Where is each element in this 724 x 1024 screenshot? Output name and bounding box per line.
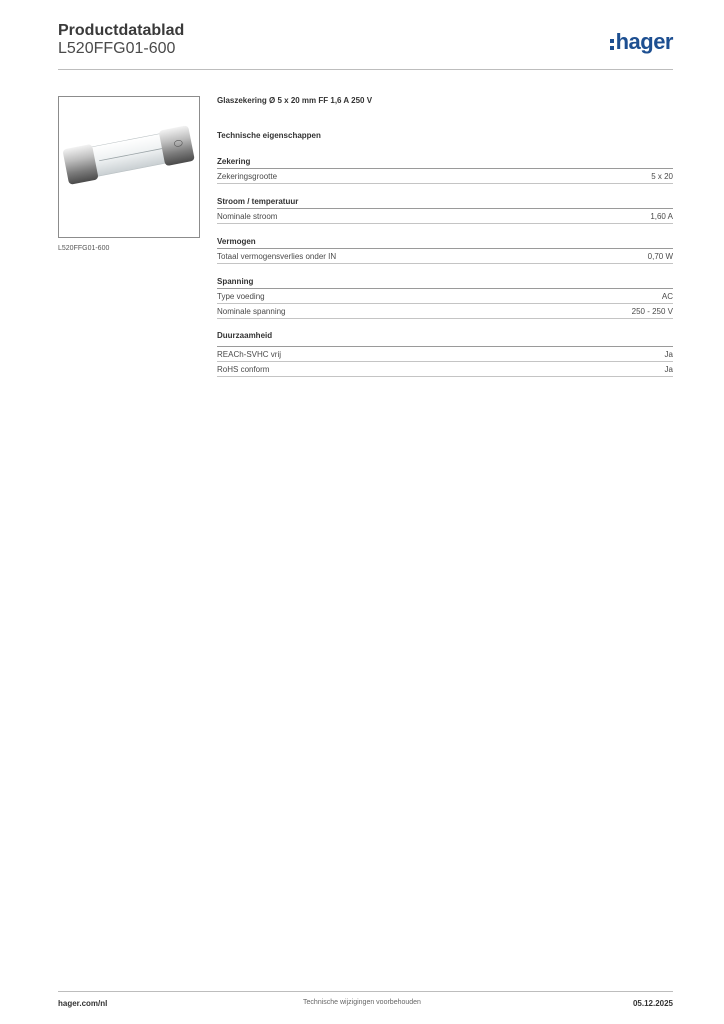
footer-divider [58, 991, 673, 992]
group-title: Stroom / temperatuur [217, 197, 673, 209]
group-zekering [217, 157, 673, 184]
page-header [58, 20, 673, 68]
document-title: Productdatablad [58, 22, 185, 39]
group-title: Vermogen [217, 237, 673, 249]
hager-logo [610, 26, 673, 58]
group-title: Duurzaamheid [217, 331, 673, 347]
group-vermogen [217, 237, 673, 264]
image-caption: L520FFG01-600 [58, 245, 110, 252]
footer-website-link[interactable]: hager.com/nl [58, 999, 108, 1008]
row-label: Nominale stroom [217, 211, 278, 221]
row-value: 250 - 250 V [631, 306, 673, 316]
row-value: AC [661, 291, 673, 301]
row-value: 1,60 A [650, 211, 673, 221]
logo-dots-icon [610, 39, 614, 50]
row-label: Nominale spanning [217, 306, 286, 316]
product-code: L520FFG01-600 [58, 40, 176, 57]
row-label: Type voeding [217, 291, 265, 301]
group-stroom [217, 197, 673, 224]
footer-disclaimer: Technische wijzigingen voorbehouden [303, 999, 421, 1006]
product-image [58, 96, 200, 238]
row-label: REACh-SVHC vrij [217, 349, 282, 359]
table-row [217, 347, 673, 362]
row-value: 5 x 20 [651, 171, 673, 181]
table-row [217, 249, 673, 264]
section-heading: Technische eigenschappen [217, 131, 321, 140]
footer-date: 05.12.2025 [632, 999, 673, 1008]
glass-fuse-image [59, 97, 199, 237]
row-value: Ja [664, 349, 673, 359]
group-spanning [217, 277, 673, 319]
table-row [217, 362, 673, 377]
row-value: 0,70 W [647, 251, 673, 261]
table-row [217, 169, 673, 184]
group-title: Spanning [217, 277, 673, 289]
product-title: Glaszekering Ø 5 x 20 mm FF 1,6 A 250 V [217, 96, 373, 105]
technical-data [217, 96, 673, 377]
group-title: Zekering [217, 157, 673, 169]
row-label: RoHS conform [217, 364, 270, 374]
row-label: Zekeringsgrootte [217, 171, 278, 181]
logo-text: hager [615, 29, 673, 54]
group-duurzaamheid [217, 331, 673, 377]
row-value: Ja [664, 364, 673, 374]
table-row [217, 209, 673, 224]
table-row [217, 304, 673, 319]
header-divider [58, 69, 673, 70]
table-row [217, 289, 673, 304]
row-label: Totaal vermogensverlies onder IN [217, 251, 337, 261]
